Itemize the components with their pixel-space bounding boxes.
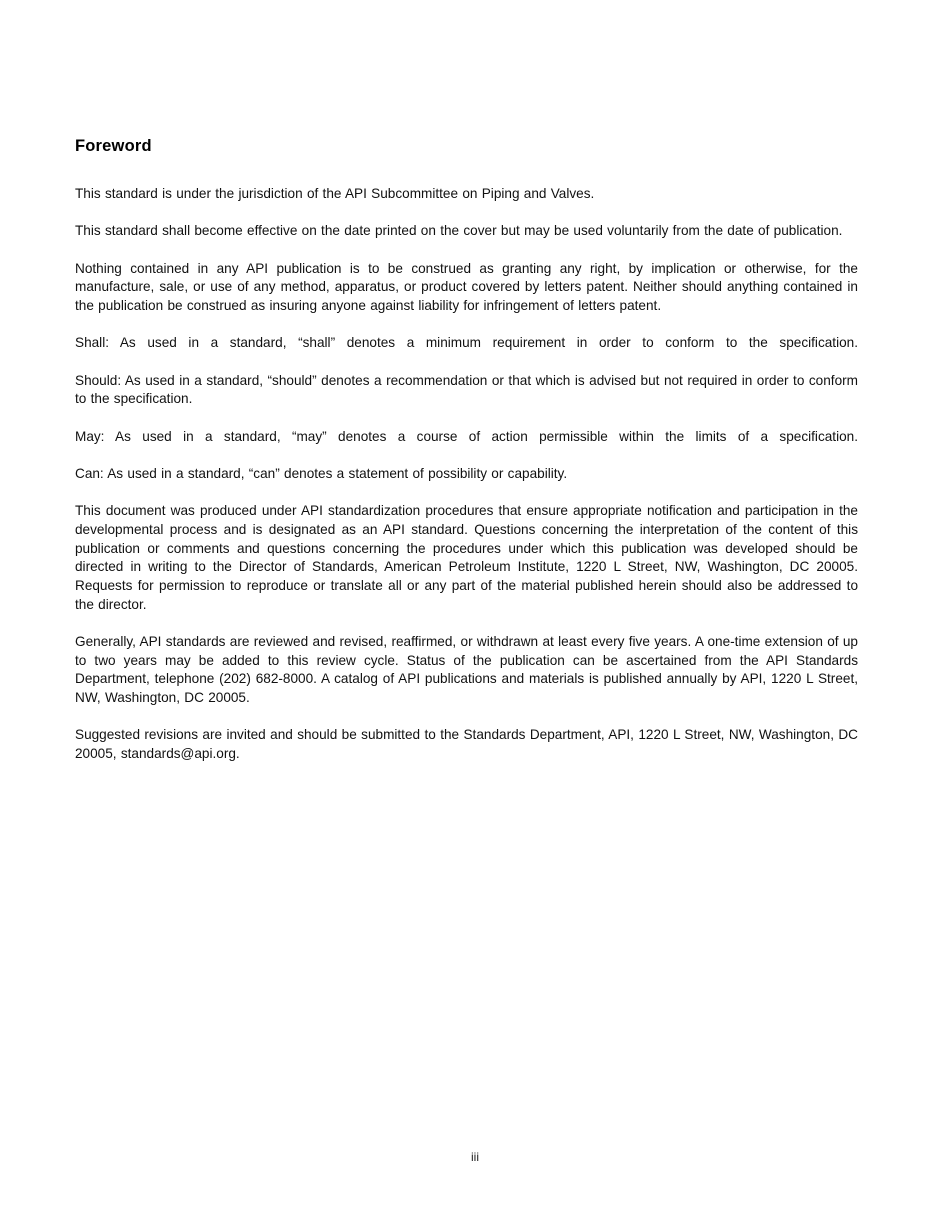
paragraph-definition-shall: Shall: As used in a standard, “shall” denotes a minimum requirement in order to conform to the specification. (75, 335, 858, 351)
page-title: Foreword (75, 137, 152, 155)
page-number: iii (471, 1150, 479, 1164)
paragraph-definition-may: May: As used in a standard, “may” denotes a course of action permissible within the limits of a specification. (75, 428, 858, 444)
paragraph-review-cycle: Generally, API standards are reviewed and revised, reaffirmed, or withdrawn at least every five years. A one-time extension of up to two years may be added to this review cycle. Status of the publication can be ascertained from the API Standards Department, telephone (202) 682-8000. A catalog of API publications and materials is published annually by API, 1220 L Street, NW, Washington, DC 20005. (75, 634, 858, 706)
paragraph-effective-date: This standard shall become effective on the date printed on the cover but may be used voluntarily from the date of publication. (75, 223, 843, 239)
paragraph-suggested-revisions: Suggested revisions are invited and should be submitted to the Standards Department, API, 1220 L Street, NW, Washington, DC 20005, standards@api.org. (75, 727, 858, 762)
paragraph-definition-should: Should: As used in a standard, “should” denotes a recommendation or that which is advised but not required in order to conform to the specification. (75, 372, 858, 407)
paragraph-standardization-procedures: This document was produced under API standardization procedures that ensure appropriate notification and participation in the developmental process and is designated as an API standard. Questions concerning the interpretation of the content of this publication or comments and questions concerning the procedures under which this publication was developed should be directed in writing to the Director of Standards, American Petroleum Institute, 1220 L Street, NW, Washington, DC 20005. Requests for permission to reproduce or translate all or any part of the material published herein should also be addressed to the director. (75, 503, 858, 612)
paragraph-jurisdiction: This standard is under the jurisdiction of the API Subcommittee on Piping and Valves. (75, 186, 595, 201)
paragraph-letters-patent: Nothing contained in any API publication is to be construed as granting any right, by implication or otherwise, for the manufacture, sale, or use of any method, apparatus, or product covered by letters patent. Neither should anything contained in the publication be construed as insuring anyone against liability for infringement of letters patent. (75, 260, 858, 313)
paragraph-definition-can: Can: As used in a standard, “can” denotes a statement of possibility or capability. (75, 465, 568, 481)
foreword-section (75, 136, 858, 782)
